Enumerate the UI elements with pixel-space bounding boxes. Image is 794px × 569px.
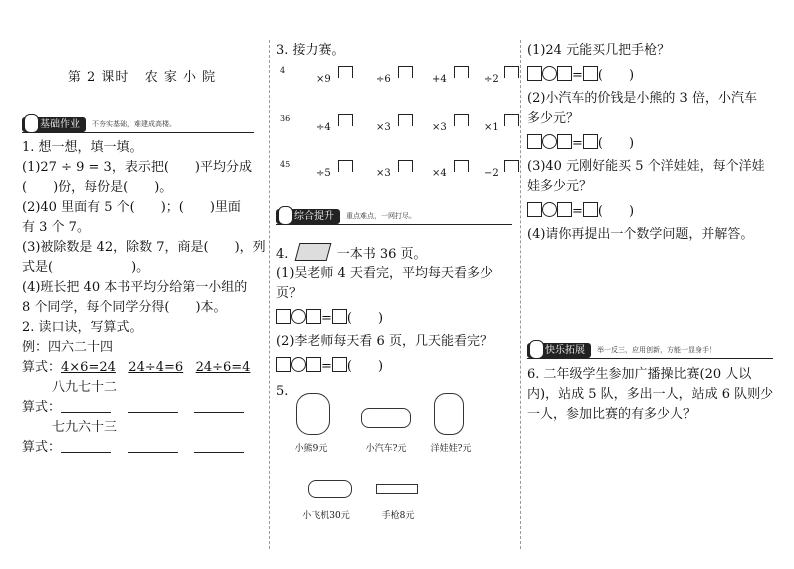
q1-2-line1: (2)40 里面有 5 个( )；( )里面: [22, 200, 241, 215]
relay-start-value: 4: [280, 66, 286, 75]
q2-title: 2. 读口诀，写算式。: [22, 320, 143, 335]
relay-op: ×3: [376, 122, 391, 133]
relay-answer-box[interactable]: [504, 66, 519, 78]
q1-3-line2: 式是( )。: [22, 260, 150, 275]
relay-op: −2: [484, 168, 499, 179]
column-middle: [276, 38, 516, 548]
relay-answer-box[interactable]: [398, 114, 413, 126]
q1-1-line1: (1)27 ÷ 9 = 3，表示把( )平均分成: [22, 160, 252, 175]
advance-note: 重点难点，一网打尽。: [346, 212, 416, 220]
answer-blank[interactable]: [128, 412, 178, 413]
result-box[interactable]: [332, 309, 347, 324]
operator-circle[interactable]: [291, 357, 306, 372]
number-box[interactable]: [306, 357, 321, 372]
relay-start-value: 36: [280, 114, 291, 123]
number-box[interactable]: [527, 66, 542, 81]
q4-1-line2: 页？: [276, 286, 303, 301]
q1-title: 1. 想一想，填一填。: [22, 140, 143, 155]
price-doll: 洋娃娃?元: [430, 444, 472, 454]
unit-paren: ( ): [346, 359, 384, 374]
column-left: [22, 38, 266, 548]
q1-4-line1: (4)班长把 40 本书平均分给第一小组的: [22, 280, 248, 295]
bear-icon: [296, 393, 330, 435]
banner-rule: [22, 132, 254, 133]
relay-answer-box[interactable]: [398, 160, 413, 172]
basic-tag: 基础作业: [22, 117, 86, 132]
answer-blank[interactable]: [61, 452, 111, 453]
q4-1-line1: (1)吴老师 4 天看完，平均每天看多少: [276, 266, 493, 281]
relay-row-2: [276, 112, 521, 146]
column-right: [527, 38, 777, 548]
relay-answer-box[interactable]: [338, 160, 353, 172]
advance-banner: [276, 206, 512, 226]
example-eq-3: 24÷6=4: [195, 360, 251, 375]
q3-title: 3. 接力赛。: [276, 43, 345, 58]
number-box[interactable]: [557, 66, 572, 81]
price-car: 小汽车?元: [365, 444, 407, 454]
unit-paren: ( ): [597, 68, 635, 83]
relay-answer-box[interactable]: [504, 160, 519, 172]
number-box[interactable]: [306, 309, 321, 324]
answer-blank[interactable]: [128, 452, 178, 453]
relay-op: ×3: [432, 122, 447, 133]
q4-number: 4.: [276, 247, 289, 262]
q5-3-equation: = ( ): [527, 202, 634, 221]
q2-example-formulas: [22, 359, 250, 377]
unit-paren: ( ): [346, 311, 384, 326]
unit-paren: ( ): [597, 204, 635, 219]
q2-rhyme-3: 七九六十三: [52, 420, 118, 435]
basic-banner: [22, 114, 254, 134]
price-bear: 小熊9元: [294, 444, 328, 454]
relay-op: ×3: [376, 168, 391, 179]
result-box[interactable]: [332, 357, 347, 372]
q5-2-line2: 多少元？: [527, 111, 580, 126]
q5-2-line1: (2)小汽车的价钱是小熊的 3 倍，小汽车: [527, 91, 757, 106]
q4-title-text: 一本书 36 页。: [336, 247, 427, 262]
q5-1-text: (1)24 元能买几把手枪？: [527, 43, 671, 58]
q5-4-text: (4)请你再提出一个数学问题，并解答。: [527, 227, 754, 242]
formula-label: 算式：: [22, 440, 62, 455]
price-plane: 小飞机30元: [302, 511, 350, 521]
relay-op: ×1: [484, 122, 499, 133]
number-box[interactable]: [557, 134, 572, 149]
q2-answer-row-1: [22, 399, 244, 417]
operator-circle[interactable]: [542, 202, 557, 217]
q6-line1: 6. 二年级学生参加广播操比赛(20 人以: [527, 367, 752, 382]
relay-answer-box[interactable]: [338, 114, 353, 126]
fun-banner: [527, 340, 773, 360]
relay-row-1: [276, 64, 521, 98]
relay-op: ×4: [432, 168, 447, 179]
result-box[interactable]: [583, 202, 598, 217]
banner-rule: [527, 358, 773, 359]
q4-1-equation: = ( ): [276, 309, 383, 328]
result-box[interactable]: [583, 134, 598, 149]
relay-row-3: [276, 158, 521, 192]
toy-gun-icon: [376, 484, 418, 494]
number-box[interactable]: [557, 202, 572, 217]
lesson-number: 第 2 课时: [67, 70, 130, 85]
example-eq-2: 24÷4=6: [128, 360, 184, 375]
operator-circle[interactable]: [542, 66, 557, 81]
example-eq-1: 4×6=24: [61, 360, 116, 375]
q6-line3: 一人，参加比赛的有多少人？: [527, 407, 697, 422]
q1-4-line2: 8 个同学，每个同学分得( )本。: [22, 300, 227, 315]
fun-tag: 快乐拓展: [527, 343, 591, 358]
relay-op: ÷4: [316, 122, 331, 133]
q4-2-line1: (2)李老师每天看 6 页，几天能看完？: [276, 334, 493, 349]
q4-2-equation: = ( ): [276, 357, 383, 376]
q4-title: [276, 243, 427, 264]
number-box[interactable]: [276, 309, 291, 324]
q2-answer-row-2: [22, 439, 244, 457]
operator-circle[interactable]: [291, 309, 306, 324]
answer-blank[interactable]: [194, 452, 244, 453]
answer-blank[interactable]: [194, 412, 244, 413]
unit-paren: ( ): [597, 136, 635, 151]
q6-line2: 内)，站成 5 队，多出一人，站成 6 队则少: [527, 387, 774, 402]
q1-3-line1: (3)被除数是 42，除数 7，商是( )，列: [22, 240, 266, 255]
operator-circle[interactable]: [542, 134, 557, 149]
banner-rule: [276, 224, 512, 225]
relay-answer-box[interactable]: [454, 66, 469, 78]
relay-op: ÷2: [484, 74, 499, 85]
doll-icon: [434, 393, 464, 435]
q5-2-equation: = ( ): [527, 134, 634, 153]
basic-note: 不夯实基础，难建成高楼。: [92, 120, 176, 128]
relay-answer-box[interactable]: [454, 114, 469, 126]
q5-3-line2: 娃多少元？: [527, 179, 593, 194]
toy-plane-icon: [308, 480, 352, 498]
number-box[interactable]: [276, 357, 291, 372]
price-gun: 手枪8元: [381, 511, 415, 521]
relay-answer-box[interactable]: [504, 114, 519, 126]
relay-start-value: 45: [280, 160, 291, 169]
toy-car-icon: [361, 408, 411, 428]
book-icon: [294, 243, 331, 261]
answer-blank[interactable]: [61, 412, 111, 413]
q1-2-line2: 有 3 个 7。: [22, 220, 90, 235]
relay-answer-box[interactable]: [398, 66, 413, 78]
formula-label: 算式：: [22, 400, 62, 415]
q5-1-equation: = ( ): [527, 66, 634, 85]
q1-1-line2: ( )份，每份是( )。: [22, 180, 173, 195]
formula-label: 算式：: [22, 360, 62, 375]
column-divider-1: [269, 40, 270, 549]
relay-op: ÷5: [316, 168, 331, 179]
relay-op: ×9: [316, 74, 331, 85]
relay-answer-box[interactable]: [338, 66, 353, 78]
number-box[interactable]: [527, 134, 542, 149]
q2-example: 例：四六二十四: [22, 340, 114, 355]
lesson-title: 农 家 小 院: [144, 70, 217, 85]
result-box[interactable]: [583, 66, 598, 81]
number-box[interactable]: [527, 202, 542, 217]
fun-note: 举一反三，应用创新，方能一显身手！: [597, 346, 716, 354]
advance-tag: 综合提升: [276, 209, 340, 224]
q5-3-line1: (3)40 元刚好能买 5 个洋娃娃，每个洋娃: [527, 159, 765, 174]
relay-op: +4: [432, 74, 447, 85]
q5-number: 5.: [276, 384, 289, 399]
q2-rhyme-2: 八九七十二: [52, 380, 118, 395]
relay-op: ÷6: [376, 74, 391, 85]
relay-answer-box[interactable]: [454, 160, 469, 172]
